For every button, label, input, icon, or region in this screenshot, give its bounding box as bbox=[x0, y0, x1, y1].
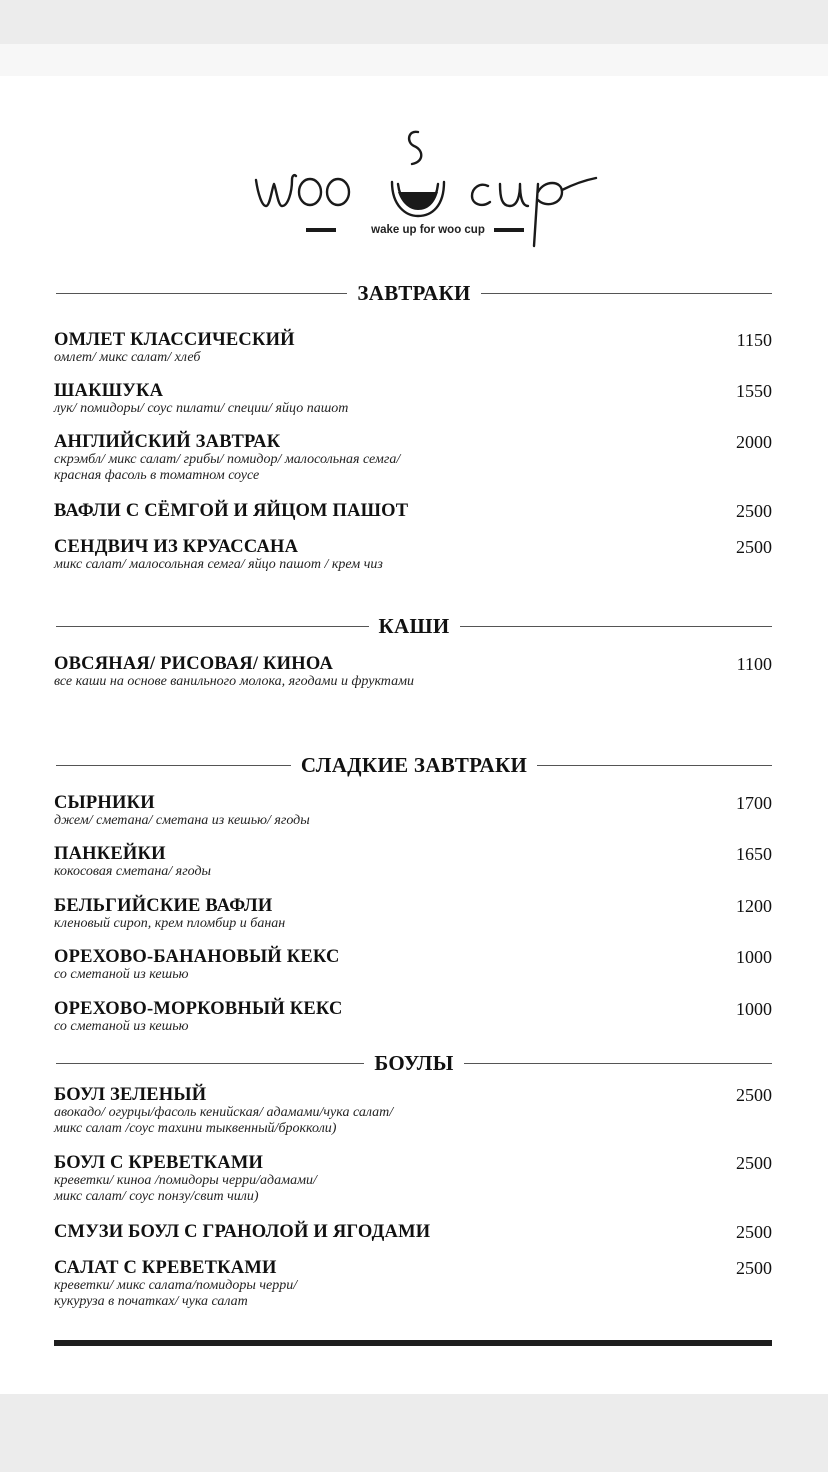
menu-item bbox=[54, 654, 772, 690]
item-description: лук/ помидоры/ соус пилати/ специи/ яйцо пашот bbox=[54, 401, 349, 416]
item-price: 2500 bbox=[736, 1085, 772, 1105]
item-name: СМУЗИ БОУЛ С ГРАНОЛОЙ И ЯГОДАМИ bbox=[54, 1222, 431, 1242]
menu-item bbox=[54, 947, 772, 983]
item-name: ПАНКЕЙКИ bbox=[54, 844, 166, 864]
item-description: со сметаной из кешью bbox=[54, 967, 189, 982]
section-header-sweet-breakfast bbox=[56, 750, 772, 780]
item-price: 2000 bbox=[736, 432, 772, 452]
item-price: 1700 bbox=[736, 793, 772, 813]
section-header-breakfast bbox=[56, 278, 772, 308]
item-name: ШАКШУКА bbox=[54, 381, 164, 401]
item-price: 2500 bbox=[736, 537, 772, 557]
divider-line bbox=[460, 626, 773, 627]
menu-item bbox=[54, 330, 772, 366]
menu-item bbox=[54, 844, 772, 880]
item-name: ОРЕХОВО-БАНАНОВЫЙ КЕКС bbox=[54, 947, 340, 967]
item-description: скрэмбл/ микс салат/ грибы/ помидор/ малосольная семга/ красная фасоль в томатном соусе bbox=[54, 452, 401, 483]
section-header-porridge bbox=[56, 611, 772, 641]
item-name: БОУЛ С КРЕВЕТКАМИ bbox=[54, 1153, 264, 1173]
menu-item bbox=[54, 999, 772, 1035]
divider-line bbox=[537, 765, 772, 766]
menu-item bbox=[54, 381, 772, 417]
top-band bbox=[0, 44, 828, 76]
item-name: БЕЛЬГИЙСКИЕ ВАФЛИ bbox=[54, 896, 273, 916]
divider-line bbox=[56, 1063, 364, 1064]
item-price: 1550 bbox=[736, 381, 772, 401]
item-description: все каши на основе ванильного молока, ягодами и фруктами bbox=[54, 674, 415, 689]
divider-line bbox=[56, 626, 369, 627]
section-header-bowls bbox=[56, 1048, 772, 1078]
item-description: джем/ сметана/ сметана из кешью/ ягоды bbox=[54, 813, 310, 828]
item-price: 1200 bbox=[736, 896, 772, 916]
brand-tagline: wake up for woo cup bbox=[371, 224, 485, 236]
item-price: 1000 bbox=[736, 999, 772, 1019]
item-description: креветки/ киноа /помидоры черри/адамами/ микс салат/ соус понзу/свит чили) bbox=[54, 1173, 317, 1204]
item-price: 2500 bbox=[736, 1222, 772, 1242]
section-title: СЛАДКИЕ ЗАВТРАКИ bbox=[300, 752, 528, 777]
divider-line bbox=[56, 293, 347, 294]
item-description: авокадо/ огурцы/фасоль кенийская/ адамами/чука салат/ микс салат /соус тахини тыквенный/брокколи) bbox=[54, 1105, 394, 1136]
item-description: кокосовая сметана/ ягоды bbox=[54, 864, 212, 879]
divider-line bbox=[56, 765, 291, 766]
item-name: ОВСЯНАЯ/ РИСОВАЯ/ КИНОА bbox=[54, 654, 334, 674]
menu-item bbox=[54, 537, 772, 573]
item-name: ОМЛЕТ КЛАССИЧЕСКИЙ bbox=[54, 330, 295, 350]
item-name: СЕНДВИЧ ИЗ КРУАССАНА bbox=[54, 537, 299, 557]
menu-item bbox=[54, 1153, 772, 1205]
item-description: омлет/ микс салат/ хлеб bbox=[54, 350, 201, 365]
item-price: 1150 bbox=[736, 330, 772, 350]
menu-item bbox=[54, 1222, 772, 1242]
section-title: БОУЛЫ bbox=[374, 1050, 454, 1075]
item-price: 1650 bbox=[736, 844, 772, 864]
item-name: ВАФЛИ С СЁМГОЙ И ЯЙЦОМ ПАШОТ bbox=[54, 501, 409, 521]
item-description: креветки/ микс салата/помидоры черри/ кукуруза в початках/ чука салат bbox=[54, 1278, 298, 1309]
menu-item bbox=[54, 432, 772, 484]
section-title: ЗАВТРАКИ bbox=[357, 280, 471, 305]
divider-line bbox=[481, 293, 772, 294]
item-description: кленовый сироп, крем пломбир и банан bbox=[54, 916, 286, 931]
item-price: 2500 bbox=[736, 1258, 772, 1278]
item-price: 1100 bbox=[736, 654, 772, 674]
divider-line bbox=[464, 1063, 772, 1064]
item-name: БОУЛ ЗЕЛЕНЫЙ bbox=[54, 1085, 207, 1105]
item-name: САЛАТ С КРЕВЕТКАМИ bbox=[54, 1258, 277, 1278]
item-name: ОРЕХОВО-МОРКОВНЫЙ КЕКС bbox=[54, 999, 343, 1019]
menu-item bbox=[54, 501, 772, 521]
item-price: 2500 bbox=[736, 501, 772, 521]
menu-item bbox=[54, 896, 772, 932]
item-name: АНГЛИЙСКИЙ ЗАВТРАК bbox=[54, 432, 281, 452]
item-price: 1000 bbox=[736, 947, 772, 967]
item-description: микс салат/ малосольная семга/ яйцо пашот / крем чиз bbox=[54, 557, 383, 572]
item-price: 2500 bbox=[736, 1153, 772, 1173]
item-name: СЫРНИКИ bbox=[54, 793, 155, 813]
brand-logo bbox=[248, 122, 608, 252]
bottom-rule bbox=[54, 1340, 772, 1346]
menu-item bbox=[54, 1085, 772, 1137]
menu-item bbox=[54, 793, 772, 829]
section-title: КАШИ bbox=[378, 613, 450, 638]
item-description: со сметаной из кешью bbox=[54, 1019, 189, 1034]
menu-item bbox=[54, 1258, 772, 1310]
